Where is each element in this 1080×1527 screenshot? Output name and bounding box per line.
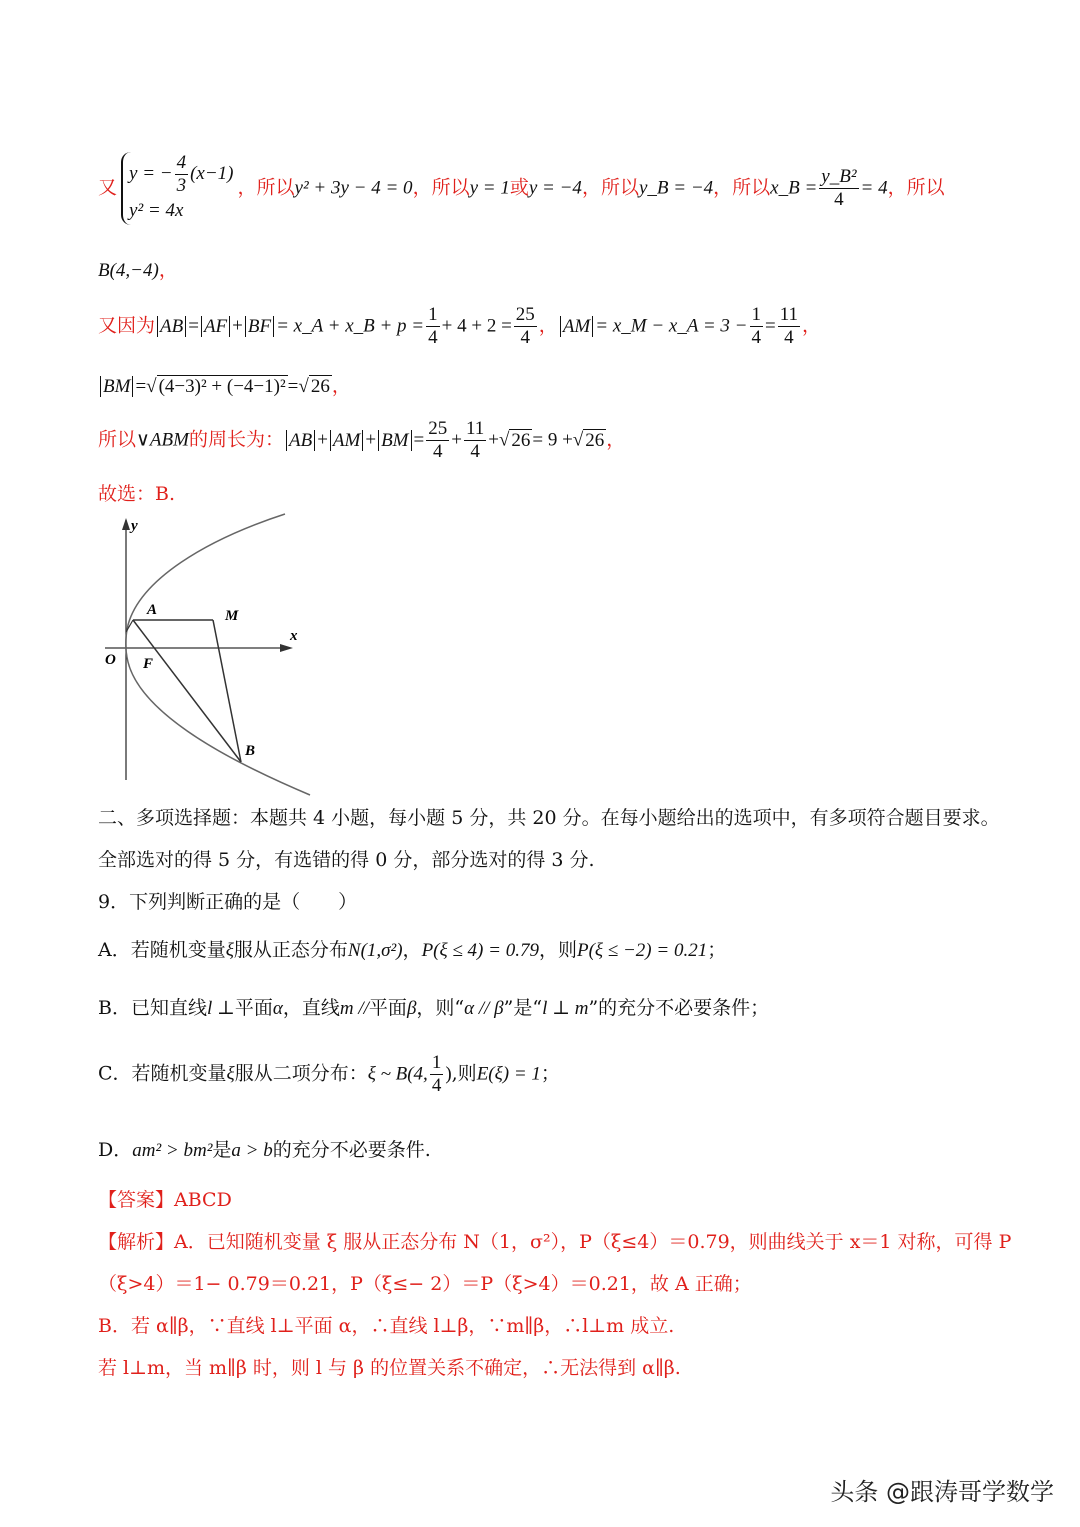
option-d: D．am² > bm²是a > b的充分不必要条件.: [98, 1139, 431, 1161]
y-axis-arrow: [122, 518, 130, 530]
solution-line-4: BM =√ (4−3)² + (−4−1)² =√ 26 ，: [98, 374, 351, 399]
label-b: B: [245, 743, 256, 759]
label-a: A: [147, 602, 158, 618]
explanation-line-1: 【解析】A．已知随机变量 ξ 服从正态分布 N（1，σ²），P（ξ≤4）＝0.79，则曲线关于 x＝1 对称，可得 P: [98, 1231, 1012, 1253]
parabola-curve: [126, 514, 310, 795]
explanation-line-4: 若 l⊥m，当 m∥β 时，则 l 与 β 的位置关系不确定，∴无法得到 α∥β.: [98, 1357, 681, 1379]
equation-system: y = − $\frac{4}{3}$ (x−1) y² = 4x: [121, 152, 234, 225]
option-b: B．已知直线l ⊥平面α，直线m //平面β，则“α // β”是“l ⊥ m”的充分不必要条件；: [98, 997, 770, 1019]
answer-label: 【答案】ABCD: [98, 1189, 232, 1211]
label-f: F: [143, 656, 154, 672]
explanation-line-2: （ξ>4）＝1− 0.79＝0.21，P（ξ≤− 2）＝P（ξ>4）＝0.21，故 A 正确；: [98, 1273, 752, 1295]
segment-mb: [213, 620, 241, 762]
parabola-graph: [95, 510, 315, 800]
section-title-line-1: 二、多项选择题：本题共 4 小题，每小题 5 分，共 20 分。在每小题给出的选项中，有多项符合题目要求。: [98, 807, 1000, 829]
label-o: O: [105, 652, 116, 668]
label-m: M: [225, 608, 239, 624]
solution-line-5: 所以∨ABM的周长为： AB + AM + BM = $\frac{25}{4}$ + $\frac{11}{4}$ +√ 26 = 9 +√ 26 ，: [98, 418, 626, 462]
label-y: y: [131, 518, 138, 534]
segment-ab: [133, 620, 241, 762]
option-c: C．若随机变量ξ服从二项分布：ξ ~ B(4, $\frac{1}{4}$ ),则E(ξ) = 1；: [98, 1052, 560, 1096]
solution-line-2: B(4,−4)，: [98, 259, 178, 281]
explanation-line-3: B．若 α∥β，∵直线 l⊥平面 α，∴直线 l⊥β，∵m∥β，∴l⊥m 成立.: [98, 1315, 675, 1337]
option-a: A．若随机变量ξ服从正态分布N(1,σ²)，P(ξ ≤ 4) = 0.79，则P(ξ ≤ −2) = 0.21；: [98, 939, 727, 961]
solution-line-3: 又因为 AB = AF + BF = x_A + x_B + p = $\frac{1}{4}$ + 4 + 2 = $\frac{25}{4}$ ， AM = x_M − x_A = 3 − $\frac{1}{4}$ = $\frac{11}{4}$ ，: [98, 304, 822, 348]
solution-line-1: 又 y = − $\frac{4}{3}$ (x−1) y² = 4x ，所以y² + 3y − 4 = 0，所以y = 1或y = −4，所以y_B = −4，所以x_B = $\frac{\text{y\_B²}}{4}$ = 4，所以: [98, 152, 945, 225]
question-9: 9．下列判断正确的是（ ）: [98, 891, 358, 913]
section-title-line-2: 全部选对的得 5 分，有选错的得 0 分，部分选对的得 3 分.: [98, 849, 595, 871]
watermark: 头条 @跟涛哥学数学: [830, 1478, 1054, 1506]
answer-choice: 故选：B.: [98, 483, 176, 505]
label-x: x: [290, 628, 298, 644]
x-axis-arrow: [280, 644, 293, 652]
